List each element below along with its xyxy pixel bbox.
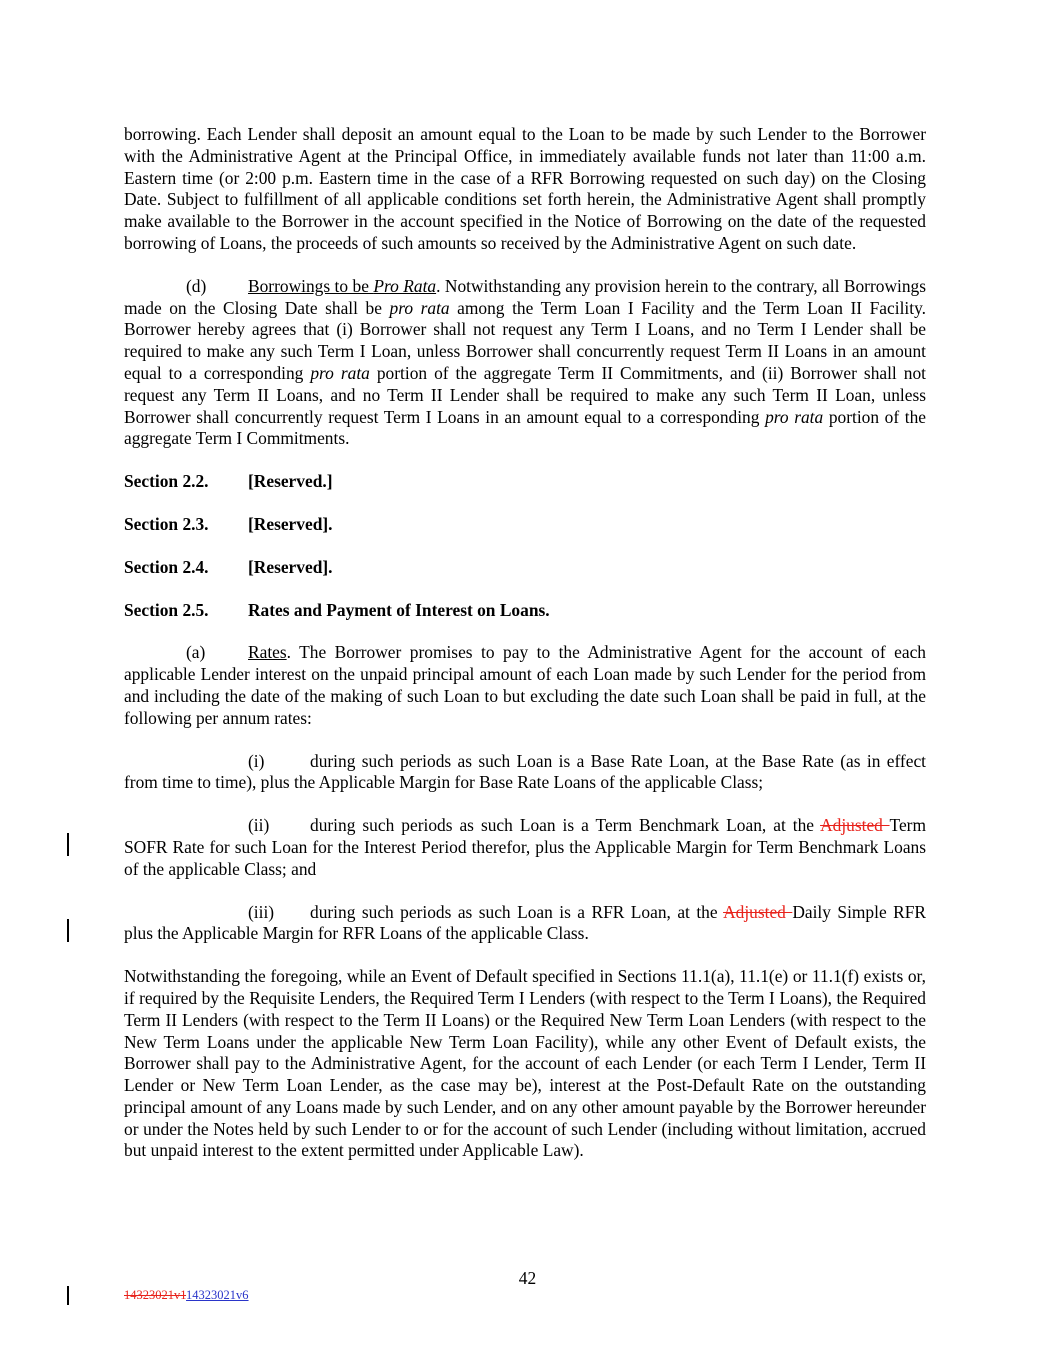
section-heading: Section 2.3. [Reserved]. <box>124 513 333 534</box>
paragraph-a-label: (a) <box>186 642 206 663</box>
item-i: (i) during such periods as such Loan is a Base Rate Loan, at the Base Rate (as in effect from time to time), plus the Applicable Margin for Base Rate Loans of the applicable Class; <box>124 750 926 793</box>
paragraph-d-label: (d) <box>186 275 207 296</box>
section-heading: Section 2.5. Rates and Payment of Interest on Loans. <box>124 599 550 620</box>
document-id-footer <box>124 1288 249 1303</box>
item-ii: (ii) during such periods as such Loan is a Term Benchmark Loan, at the Adjusted Term SOFR Rate for such Loan for the Interest Period therefor, plus the Applicable Margin for Term Benchmark Loans of the applicable Class; and <box>124 815 926 879</box>
item-ii-label: (ii) <box>248 815 270 836</box>
item-iii: (iii) during such periods as such Loan is a RFR Loan, at the Adjusted Daily Simple RFR plus the Applicable Margin for RFR Loans of the applicable Class. <box>124 901 926 944</box>
paragraph-d: (d) Borrowings to be Pro Rata. Notwithstanding any provision herein to the contrary, all Borrowings made on the Closing Date shall be pro rata among the Term Loan I Facility and the Term Loan II Facility. Borrower hereby agrees that (i) Borrower shall not request any Term I Loans, and no Term I Lender shall be required to make any such Term I Loan, unless Borrower shall concurrently request Term II Loans in an amount equal to a corresponding pro rata portion of the aggregate Term II Commitments, and (ii) Borrower shall not request any Term II Loans, and no Term II Lender shall be required to make any such Term II Loan, unless Borrower shall concurrently request Term I Loans in an amount equal to a corresponding pro rata portion of the aggregate Term I Commitments. <box>124 275 927 449</box>
deleted-text: Adjusted <box>723 901 793 922</box>
paragraph-c-continuation: borrowing. Each Lender shall deposit an amount equal to the Loan to be made by such Lender to the Borrower with the Administrative Agent at the Principal Office, in immediately available funds not later than 11:00 a.m. Eastern time (or 2:00 p.m. Eastern time in the case of a RFR Borrowing requested on such day) on the Closing Date. Subject to fulfillment of all applicable conditions set forth herein, the Administrative Agent shall promptly make available to the Borrower in the account specified in the Notice of Borrowing on the date of the requested borrowing of Loans, the proceeds of such amounts so received by the Administrative Agent on such date. <box>124 124 926 253</box>
item-i-label: (i) <box>248 750 265 771</box>
section-heading: Section 2.2. [Reserved.] <box>124 471 333 492</box>
item-iii-label: (iii) <box>248 901 275 922</box>
paragraph-d-heading: Borrowings to be Pro Rata <box>248 275 437 296</box>
paragraph-a-heading: Rates <box>248 642 287 663</box>
page-number: 42 <box>518 1268 537 1288</box>
deleted-text: Adjusted <box>820 815 890 836</box>
change-bar <box>67 833 69 856</box>
paragraph-a: (a) Rates. The Borrower promises to pay to the Administrative Agent for the account of each applicable Lender interest on the unpaid principal amount of each Loan made by such Lender for the period from and including the date of the making of such Loan to but excluding the date such Loan shall be paid in full, at the following per annum rates: <box>124 642 926 728</box>
change-bar <box>67 919 69 942</box>
paragraph-final: Notwithstanding the foregoing, while an Event of Default specified in Sections 11.1(a), 11.1(e) or 11.1(f) exists or, if required by the Requisite Lenders, the Required Term I Lenders (with respect to the Term I Loans), the Required Term II Lenders (with respect to the Term II Loans) or the Required New Term Loan Lenders (with respect to the New Term Loans under the applicable New Term Loan Facility), while any other Event of Default exists, the Borrower shall pay to the Administrative Agent, for the account of each Lender (or each Term I Lender, Term II Lender or New Term Loan Lender, as the case may be), interest at the Post-Default Rate on the outstanding principal amount of any Loans made by such Lender, and on any other amount payable by the Borrower hereunder or under the Notes held by such Lender to or for the account of such Lender (including without limitation, accrued but unpaid interest to the extent permitted under Applicable Law). <box>124 966 926 1161</box>
inserted-doc-id: 14323021v6 <box>186 1288 249 1302</box>
section-heading: Section 2.4. [Reserved]. <box>124 556 333 577</box>
deleted-doc-id: 14323021v1 <box>124 1288 187 1302</box>
document-body <box>124 124 926 1162</box>
